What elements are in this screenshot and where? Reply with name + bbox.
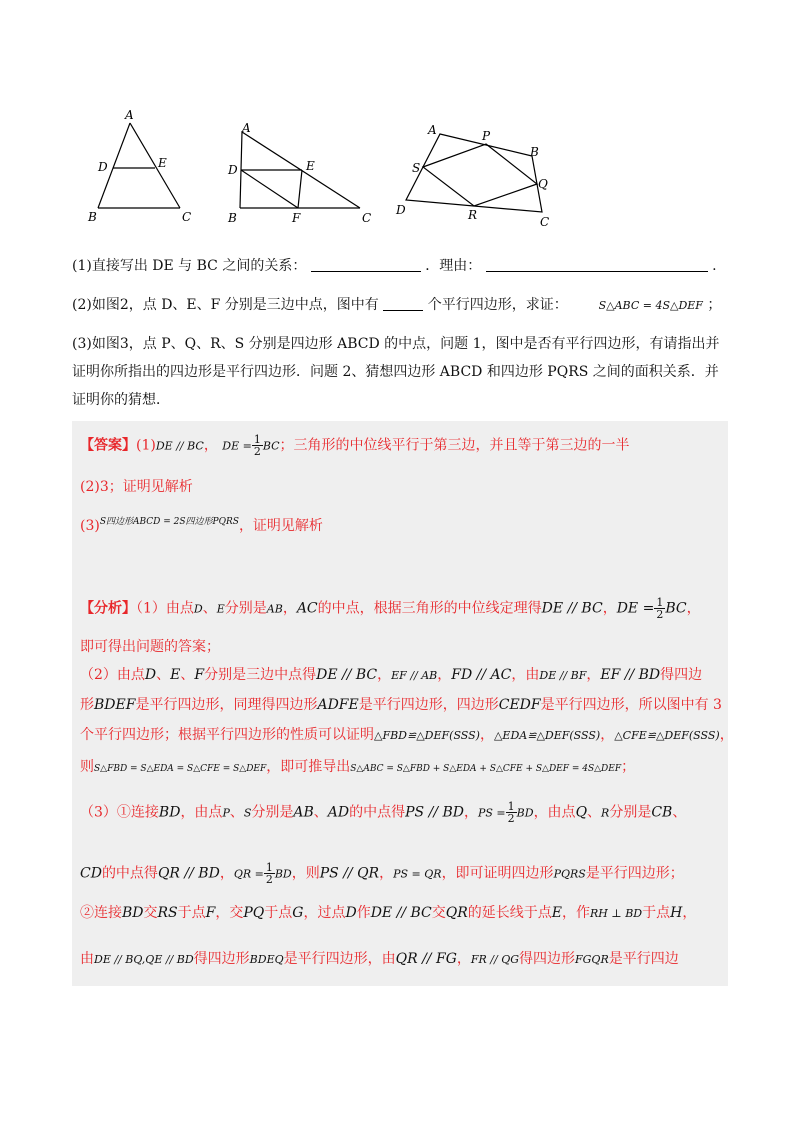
analysis-line-5: 个平行四边形；根据平行四边形的性质可以证明△FBD≌△DEF(SSS)，△EDA≌△DEF(SSS)，△CFE≌△DEF(SSS)， [80, 727, 734, 743]
question-2: (2)如图2，点 D、E、F 分别是三边中点，图中有 个平行四边形，求证： S△ABC = 4S△DEF ； [72, 297, 722, 313]
analysis-line-2: 即可得出问题的答案； [80, 639, 220, 655]
question-1: (1)直接写出 DE 与 BC 之间的关系： ．理由： . [72, 258, 717, 274]
answer-line-3: $(3)^{S四边形ABCD = 2S四边形PQRS}$，证明见解析 [80, 517, 323, 534]
fig3-label-B: B [530, 145, 539, 159]
fig3-label-R: R [468, 208, 478, 222]
fig3-label-Q: Q [538, 177, 548, 191]
question-3: (3)如图3，点 P、Q、R、S 分别是四边形 ABCD 的中点，问题 1，图中是否有平行四边形，有请指出并证明你所指出的四边形是平行四边形．问题 2、猜想四边形 ABCD 和四边形 PQRS 之间的面积关系．并证明你的猜想． [72, 336, 720, 408]
q1-answer-blank[interactable] [311, 257, 421, 272]
q2-count-blank[interactable] [383, 296, 423, 311]
q1-reason-blank[interactable] [486, 257, 708, 272]
fig1-label-D: D [98, 160, 108, 174]
fig2-label-D: D [228, 163, 238, 177]
figure-2-triangle-midpoints [222, 120, 382, 225]
analysis-line-10: 由DE // BQ,QE // BD得四边形BDEQ是平行四边形，由QR // FG，FR // QG得四边形FGQR是平行四边 [80, 951, 679, 967]
fig2-label-E: E [306, 159, 315, 173]
analysis-line-7: （3）①连接BD，由点P、S分别是AB、AD的中点得PS // BD，PS = $\frac{1}{2}$ BD，由点Q、R分别是CB、 [80, 800, 687, 825]
fig3-label-S: S [412, 161, 421, 175]
fig3-label-A: A [428, 123, 437, 137]
analysis-line-9: ②连接BD交RS于点F，交PQ于点G，过点D作DE // BC交QR的延长线于点E，作RH ⊥ BD于点H， [80, 905, 697, 921]
q2-formula: S△ABC = 4S△DEF [598, 299, 703, 312]
fig2-label-C: C [362, 211, 372, 225]
answer-tag: 【答案】 [80, 437, 136, 454]
answer-line-2: (2)3；证明见解析 [80, 479, 193, 495]
figure-1-triangle [80, 105, 200, 225]
fig2-label-F: F [292, 211, 301, 225]
analysis-tag: 【分析】 [80, 600, 136, 617]
analysis-line-3: （2）由点D、E、F分别是三边中点得DE // BC，EF // AB，FD // AC，由DE // BF，EF // BD得四边 [80, 667, 703, 683]
fig3-label-C: C [540, 215, 550, 229]
fig1-label-B: B [88, 210, 97, 224]
analysis-line-8: CD的中点得QR // BD，QR = $\frac{1}{2}$ BD，则PS // QR，PS = QR，即可证明四边形PQRS是平行四边形； [80, 861, 684, 886]
fraction-half: $\frac{1}{2}$ [253, 433, 261, 458]
analysis-line-1: 【分析】（1）由点D、E分别是AB，AC的中点，根据三角形的中位线定理得DE // BC，DE = $\frac{1}{2}$ BC， [80, 596, 701, 621]
fig1-label-A: A [125, 108, 134, 122]
fig2-label-A: A [242, 121, 251, 135]
fig3-label-D: D [396, 203, 406, 217]
analysis-line-4: 形BDEF是平行四边形，同理得四边形ADFE是平行四边形，四边形CEDF是平行四边形，所以图中有 3 [80, 697, 722, 713]
figure-3-quadrilateral [392, 120, 562, 230]
fig2-label-B: B [228, 211, 237, 225]
fig1-label-E: E [158, 156, 167, 170]
answer-line-1: 【答案】(1)DE // BC， DE = $\frac{1}{2}$ BC；三角形的中位线平行于第三边，并且等于第三边的一半 [80, 433, 630, 458]
analysis-line-6: 则S△FBD = S△EDA = S△CFE = S△DEF，即可推导出S△ABC = S△FBD + S△EDA + S△CFE + S△DEF = 4S△DEF； [80, 759, 636, 775]
fig1-label-C: C [182, 210, 192, 224]
fig3-label-P: P [482, 129, 491, 143]
